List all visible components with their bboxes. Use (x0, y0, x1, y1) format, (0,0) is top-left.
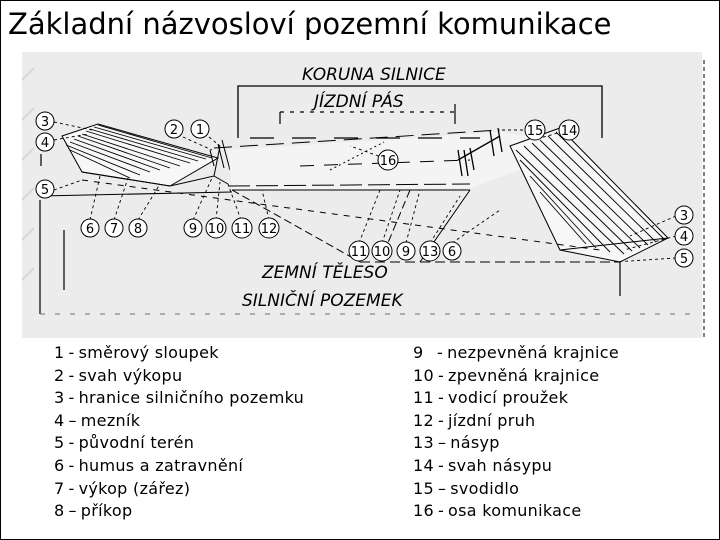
callout-13: 13 (421, 245, 439, 260)
callout-3-left: 3 (40, 115, 50, 130)
callout-10: 10 (207, 222, 225, 237)
legend-right (413, 342, 619, 523)
callout-3-right: 3 (679, 209, 689, 224)
callout-4-right: 4 (679, 230, 689, 245)
legend-item: 5 - původní terén (54, 433, 195, 453)
callout-11: 11 (233, 222, 251, 237)
callout-2: 2 (169, 123, 179, 138)
callout-1: 1 (195, 123, 205, 138)
callout-5-left: 5 (40, 183, 50, 198)
callout-10-center: 10 (373, 245, 391, 260)
legend-item: 14 - svah násypu (413, 455, 553, 475)
legend-item: 7 - výkop (zářez) (54, 478, 191, 498)
legend-item: 13 – násyp (413, 433, 500, 453)
callout-6-center: 6 (447, 245, 457, 260)
legend-item: 15 – svodidlo (413, 478, 520, 498)
callouts-right-edge (675, 206, 693, 267)
label-silnicni-pozemek: SILNIČNÍ POZEMEK (242, 291, 403, 311)
legend-item: 2 - svah výkopu (54, 365, 183, 385)
legend-item: 1 - směrový sloupek (54, 343, 219, 362)
legend-item: 9 - nezpevněná krajnice (413, 343, 619, 362)
legend-item: 16 - osa komunikace (413, 501, 582, 521)
callout-5-right: 5 (679, 252, 689, 267)
callout-7: 7 (109, 222, 119, 237)
callout-8: 8 (133, 222, 143, 237)
legend-item: 3 - hranice silničního pozemku (54, 388, 305, 408)
label-zemni-teleso: ZEMNÍ TĚLESO (262, 263, 388, 283)
callout-4-left: 4 (40, 136, 50, 151)
legend-left (54, 342, 304, 523)
callout-center (378, 150, 398, 170)
legend-item: 11 - vodicí proužek (413, 388, 569, 408)
callout-15: 15 (526, 124, 544, 139)
legend-item: 12 - jízdní pruh (413, 410, 536, 430)
callout-6: 6 (85, 222, 95, 237)
legend-item: 4 – mezník (54, 410, 141, 430)
callout-9: 9 (188, 222, 198, 237)
callout-16: 16 (379, 154, 397, 169)
label-jizdni-pas: JÍZDNÍ PÁS (314, 92, 404, 112)
callout-11-center: 11 (350, 245, 368, 260)
legend-item: 10 - zpevněná krajnice (413, 365, 600, 385)
callout-14: 14 (560, 124, 578, 139)
legend-item: 8 – příkop (54, 501, 133, 521)
legend-item: 6 - humus a zatravnění (54, 455, 244, 475)
slide-title: Základní názvosloví pozemní komunikace (8, 7, 612, 41)
callout-12: 12 (260, 222, 278, 237)
label-koruna-silnice: KORUNA SILNICE (302, 65, 446, 85)
callout-9-center: 9 (401, 245, 411, 260)
